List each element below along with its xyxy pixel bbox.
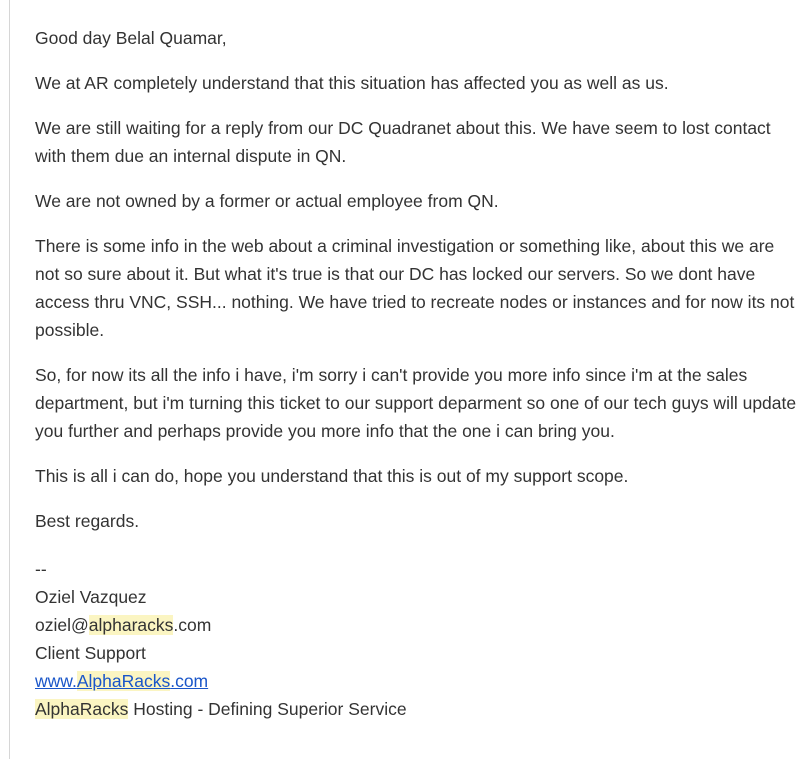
signature-role: Client Support	[35, 643, 146, 663]
paragraph-4: There is some info in the web about a criminal investigation or something like, about this we are not so sure about it. But what it's true is that our DC has locked our servers. So we dont have access thru VNC, SSH... nothing. We have tried to recreate nodes or instances and for now its not possible.	[35, 236, 795, 340]
tagline-text: Hosting - Defining Superior Service	[128, 699, 407, 719]
website-prefix: www.	[35, 671, 77, 691]
signature-email[interactable]	[35, 611, 800, 639]
company-highlight: AlphaRacks	[35, 699, 129, 719]
signature-name: Oziel Vazquez	[35, 587, 147, 607]
website-tld: .com	[170, 671, 209, 691]
email-domain-highlight: alpharacks	[88, 615, 174, 635]
website-highlight: AlphaRacks	[76, 671, 171, 691]
email-user: oziel@	[35, 615, 89, 635]
email-body	[35, 24, 800, 723]
signature-website-row	[35, 667, 800, 695]
signature-tagline	[35, 695, 800, 723]
paragraph-3: We are not owned by a former or actual employee from QN.	[35, 191, 499, 211]
paragraph-1: We at AR completely understand that this situation has affected you as well as us.	[35, 73, 669, 93]
website-link[interactable]	[35, 671, 208, 691]
paragraph-6: This is all i can do, hope you understand that this is out of my support scope.	[35, 466, 629, 486]
quote-divider	[9, 0, 10, 759]
paragraph-5: So, for now its all the info i have, i'm sorry i can't provide you more info since i'm at the sales department, but i'm turning this ticket to our support deparment so one of our tech guys will update you further and perhaps provide you more info that the one i can bring you.	[35, 365, 797, 441]
paragraph-2: We are still waiting for a reply from our DC Quadranet about this. We have seem to lost contact with them due an internal dispute in QN.	[35, 118, 771, 166]
email-tld: .com	[173, 615, 212, 635]
signature-separator: --	[35, 559, 47, 579]
signature	[35, 555, 800, 723]
greeting: Good day Belal Quamar,	[35, 28, 227, 48]
closing: Best regards.	[35, 511, 140, 531]
